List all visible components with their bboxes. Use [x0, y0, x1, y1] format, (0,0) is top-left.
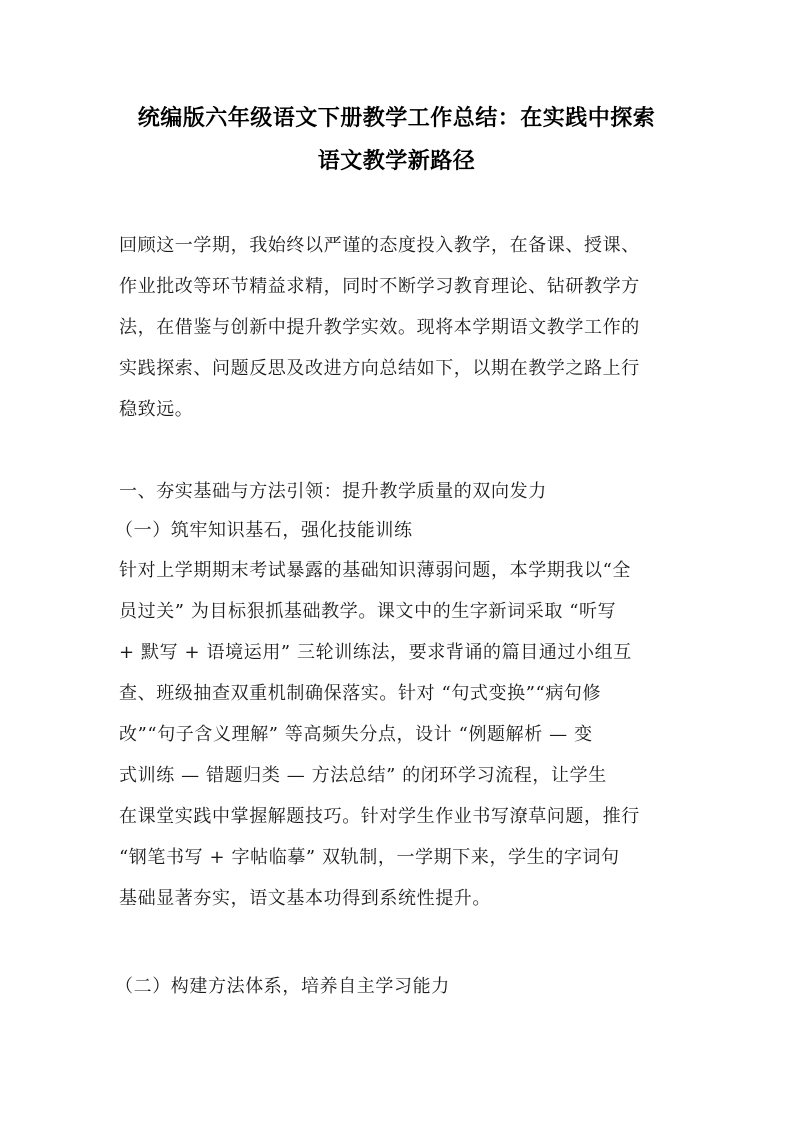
intro-line: 稳致远。: [119, 399, 194, 420]
body-line: 针对上学期期末考试暴露的基础知识薄弱问题，本学期我以“全: [119, 560, 631, 581]
body-line: 员过关” 为目标狠抓基础教学。课文中的生字新词采取 “听写: [119, 601, 617, 622]
section-heading-1: 一、夯实基础与方法引领：提升教学质量的双向发力: [119, 481, 547, 502]
body-line: “钢笔书写 + 字帖临摹” 双轨制，一学期下来，学生的字词句: [119, 847, 620, 868]
subsection-heading-1: （一）筑牢知识基石，强化技能训练: [115, 520, 413, 541]
intro-line: 实践探索、问题反思及改进方向总结如下，以期在教学之路上行: [119, 358, 640, 379]
body-line: + 默写 + 语境运用” 三轮训练法，要求背诵的篇目通过小组互: [119, 642, 632, 663]
intro-line: 回顾这一学期，我始终以严谨的态度投入教学，在备课、授课、: [119, 235, 640, 256]
subsection-heading-2: （二）构建方法体系，培养自主学习能力: [115, 976, 450, 997]
body-line: 在课堂实践中掌握解题技巧。针对学生作业书写潦草问题，推行: [119, 806, 640, 827]
document-title-line-1: 统编版六年级语文下册教学工作总结：在实践中探索: [137, 106, 656, 131]
document-title-line-2: 语文教学新路径: [317, 149, 476, 174]
body-line: 式训练 — 错题归类 — 方法总结” 的闭环学习流程，让学生: [119, 765, 607, 786]
intro-line: 法，在借鉴与创新中提升教学实效。现将本学期语文教学工作的: [119, 317, 640, 338]
body-line: 基础显著夯实，语文基本功得到系统性提升。: [119, 888, 491, 909]
body-line: 查、班级抽查双重机制确保落实。针对 “句式变换”“病句修: [119, 683, 602, 704]
body-line: 改”“句子含义理解” 等高频失分点，设计 “例题解析 — 变: [119, 724, 593, 745]
intro-line: 作业批改等环节精益求精，同时不断学习教育理论、钻研教学方: [119, 276, 640, 297]
